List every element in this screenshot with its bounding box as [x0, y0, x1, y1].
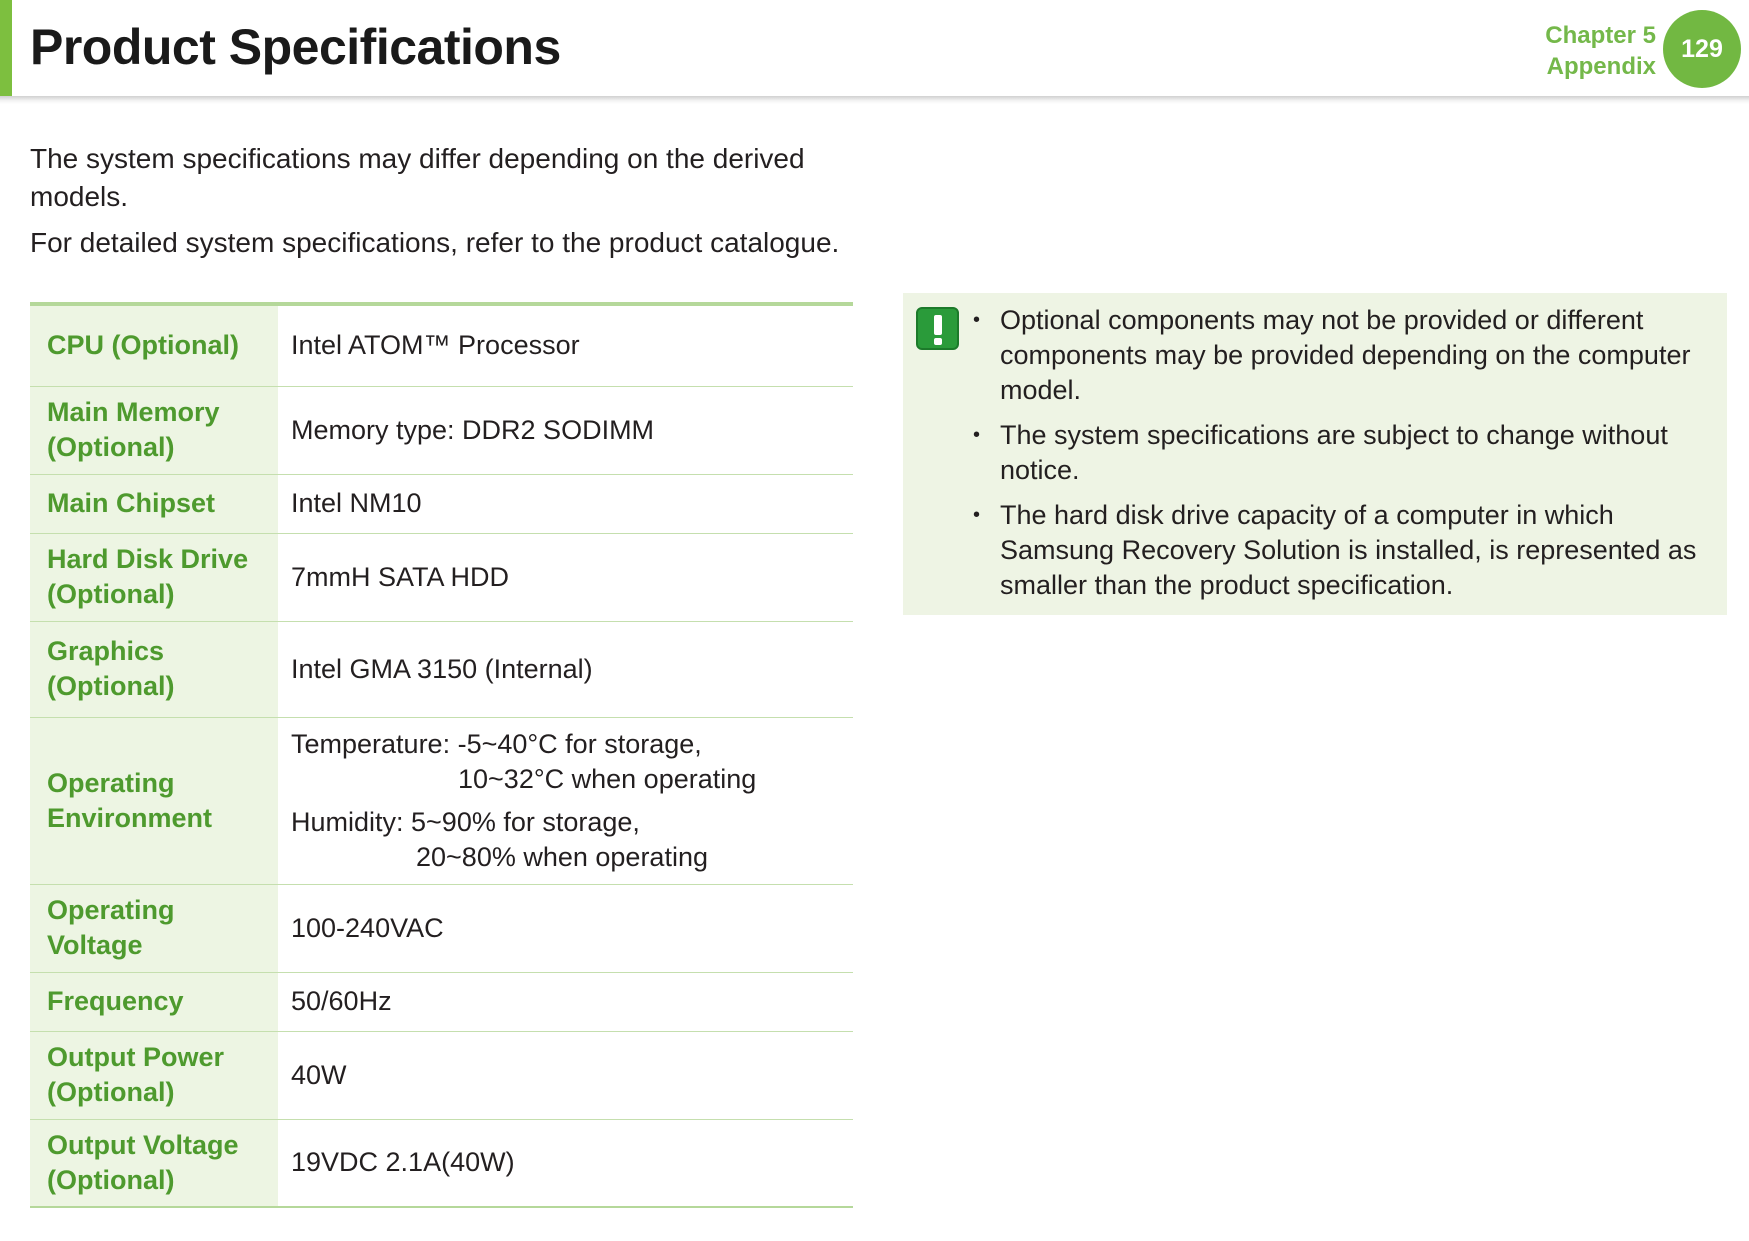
warning-exclamation-icon — [916, 307, 959, 350]
spec-label-graphics: Graphics (Optional) — [30, 621, 278, 717]
spec-label-environment: Operating Environment — [30, 717, 278, 884]
spec-value-memory: Memory type: DDR2 SODIMM — [278, 386, 853, 474]
note-list — [1000, 303, 1715, 613]
table-row — [30, 1031, 853, 1119]
spec-label-frequency: Frequency — [30, 972, 278, 1031]
list-item: • Optional components may not be provided or different components may be provided depending on the computer model. — [1000, 303, 1715, 408]
chapter-info — [1545, 20, 1656, 82]
spec-label-output-voltage: Output Voltage (Optional) — [30, 1119, 278, 1207]
table-row — [30, 474, 853, 533]
header-accent-bar — [0, 0, 12, 98]
spec-value-frequency: 50/60Hz — [278, 972, 853, 1031]
spec-value-voltage: 100-240VAC — [278, 884, 853, 972]
table-row — [30, 717, 853, 884]
spec-label-hdd: Hard Disk Drive (Optional) — [30, 533, 278, 621]
spec-value-cpu: Intel ATOM™ Processor — [278, 304, 853, 386]
table-row — [30, 972, 853, 1031]
intro-paragraph-2: For detailed system specifications, refer to the product catalogue. — [30, 227, 840, 258]
spec-label-cpu: CPU (Optional) — [30, 304, 278, 386]
spec-value-output-voltage: 19VDC 2.1A(40W) — [278, 1119, 853, 1207]
spec-label-memory: Main Memory (Optional) — [30, 386, 278, 474]
spec-table — [30, 302, 853, 1208]
spec-value-chipset: Intel NM10 — [278, 474, 853, 533]
spec-value-output-power: 40W — [278, 1031, 853, 1119]
table-row — [30, 386, 853, 474]
humidity-operating-line: 20~80% when operating — [416, 841, 708, 872]
page-title: Product Specifications — [30, 19, 561, 75]
table-row — [30, 884, 853, 972]
table-row — [30, 533, 853, 621]
list-item: • The system specifications are subject to change without notice. — [1000, 418, 1715, 488]
intro-text — [30, 140, 860, 270]
spec-value-graphics: Intel GMA 3150 (Internal) — [278, 621, 853, 717]
section-label: Appendix — [1546, 53, 1656, 80]
temperature-operating-line: 10~32°C when operating — [458, 763, 757, 794]
list-item: • The hard disk drive capacity of a computer in which Samsung Recovery Solution is installed, is represented as smaller than the product specification. — [1000, 498, 1715, 603]
table-row — [30, 304, 853, 386]
temperature-line: Temperature: -5~40°C for storage, — [291, 728, 702, 759]
spec-value-environment — [278, 717, 853, 884]
caution-note-box — [903, 293, 1727, 615]
table-row — [30, 621, 853, 717]
intro-paragraph-1: The system specifications may differ depending on the derived models. — [30, 143, 805, 212]
spec-value-hdd: 7mmH SATA HDD — [278, 533, 853, 621]
page-number-badge: 129 — [1663, 10, 1741, 88]
table-row — [30, 1119, 853, 1207]
spec-label-voltage: Operating Voltage — [30, 884, 278, 972]
spec-label-chipset: Main Chipset — [30, 474, 278, 533]
spec-label-output-power: Output Power (Optional) — [30, 1031, 278, 1119]
header-divider — [0, 96, 1749, 104]
humidity-line: Humidity: 5~90% for storage, — [291, 806, 640, 837]
chapter-label: Chapter 5 — [1545, 22, 1656, 49]
